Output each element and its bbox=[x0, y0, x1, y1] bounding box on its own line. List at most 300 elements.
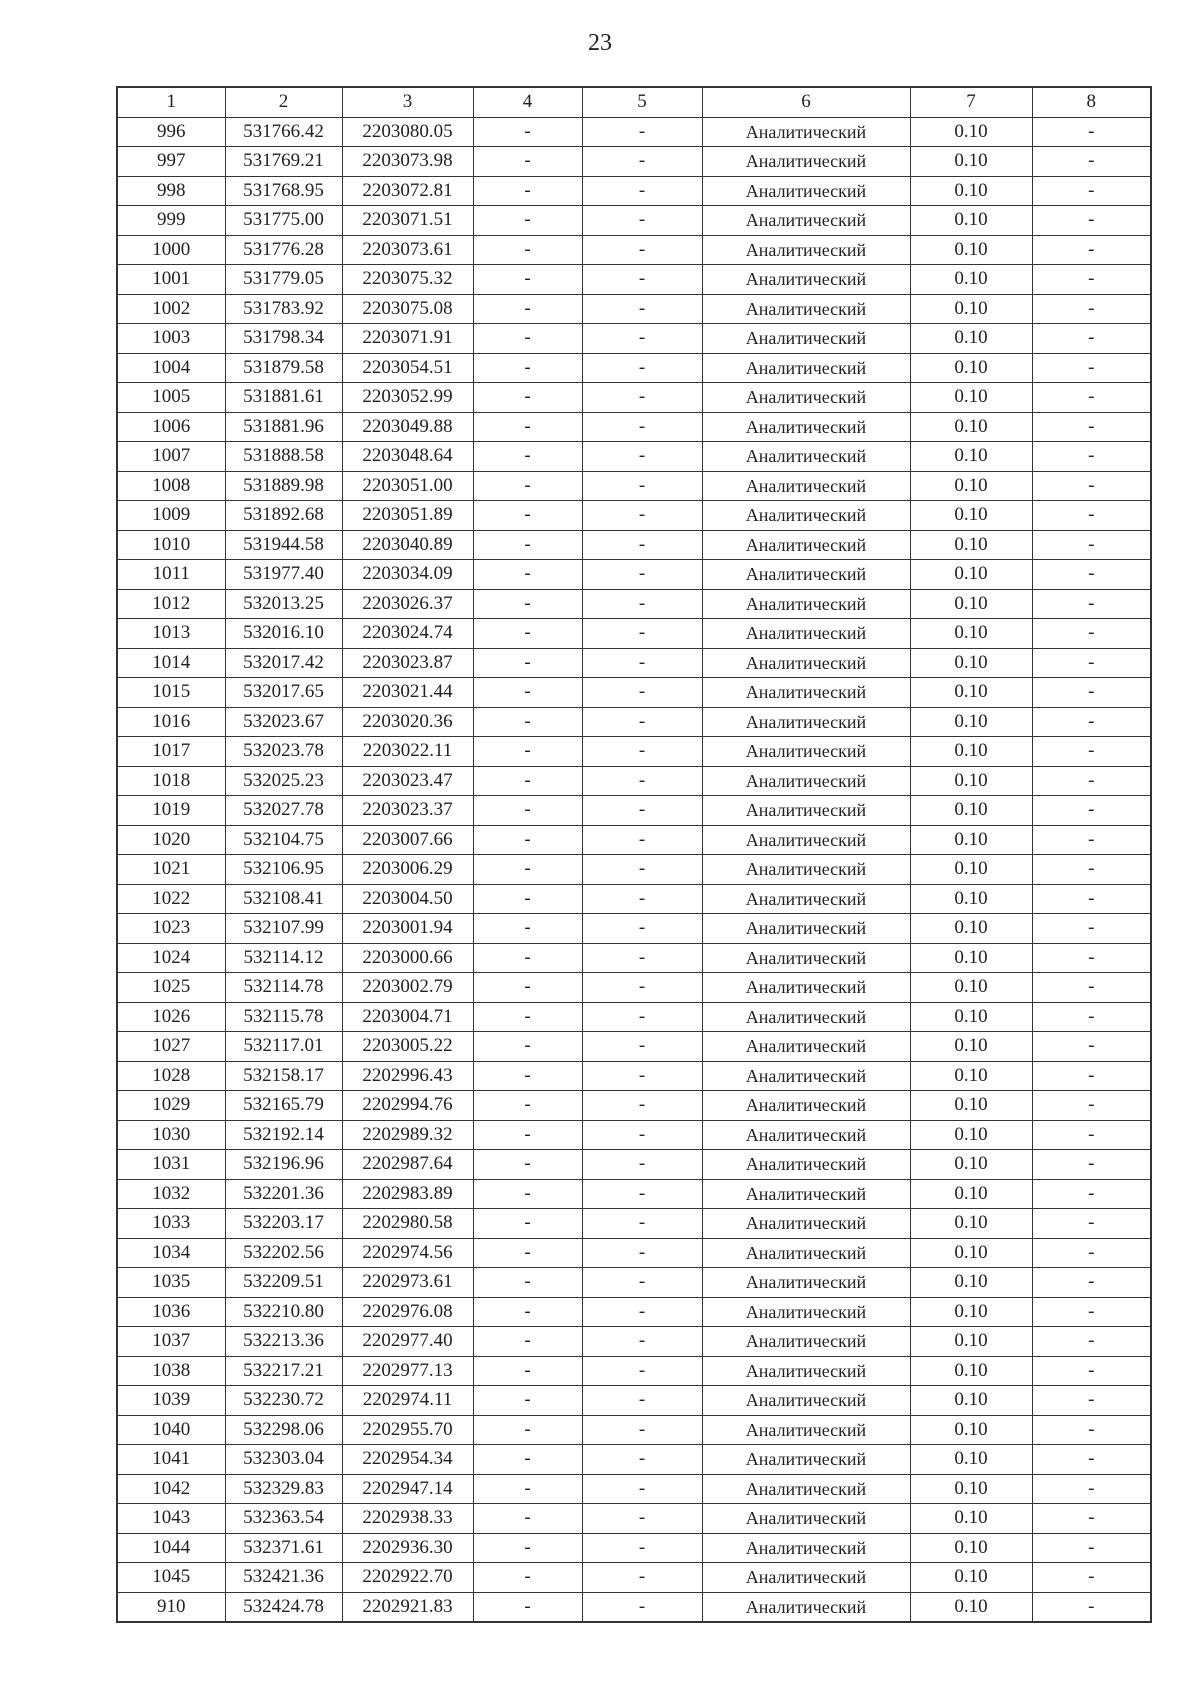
accuracy-cell: 0.10 bbox=[910, 855, 1032, 885]
method-cell: Аналитический bbox=[702, 619, 910, 649]
y-coordinate-cell: 2203051.00 bbox=[342, 471, 473, 501]
col8-cell: - bbox=[1032, 1563, 1151, 1593]
col4-cell: - bbox=[473, 796, 582, 826]
col4-cell: - bbox=[473, 1209, 582, 1239]
table-row bbox=[117, 117, 1151, 147]
point-number-cell: 1045 bbox=[117, 1563, 225, 1593]
col4-cell: - bbox=[473, 1120, 582, 1150]
col5-cell: - bbox=[582, 914, 702, 944]
col5-cell: - bbox=[582, 1238, 702, 1268]
accuracy-cell: 0.10 bbox=[910, 766, 1032, 796]
col8-cell: - bbox=[1032, 589, 1151, 619]
col4-cell: - bbox=[473, 678, 582, 708]
col4-cell: - bbox=[473, 324, 582, 354]
table-row bbox=[117, 1504, 1151, 1534]
method-cell: Аналитический bbox=[702, 1297, 910, 1327]
col4-cell: - bbox=[473, 973, 582, 1003]
y-coordinate-cell: 2202977.40 bbox=[342, 1327, 473, 1357]
table-row bbox=[117, 1032, 1151, 1062]
col4-cell: - bbox=[473, 294, 582, 324]
x-coordinate-cell: 531879.58 bbox=[225, 353, 342, 383]
x-coordinate-cell: 532165.79 bbox=[225, 1091, 342, 1121]
table-row bbox=[117, 914, 1151, 944]
table-row bbox=[117, 1120, 1151, 1150]
y-coordinate-cell: 2202973.61 bbox=[342, 1268, 473, 1298]
accuracy-cell: 0.10 bbox=[910, 176, 1032, 206]
method-cell: Аналитический bbox=[702, 442, 910, 472]
col4-cell: - bbox=[473, 560, 582, 590]
y-coordinate-cell: 2203021.44 bbox=[342, 678, 473, 708]
method-cell: Аналитический bbox=[702, 324, 910, 354]
col8-cell: - bbox=[1032, 176, 1151, 206]
y-coordinate-cell: 2203048.64 bbox=[342, 442, 473, 472]
col4-cell: - bbox=[473, 1327, 582, 1357]
col8-cell: - bbox=[1032, 265, 1151, 295]
x-coordinate-cell: 531977.40 bbox=[225, 560, 342, 590]
col4-cell: - bbox=[473, 884, 582, 914]
method-cell: Аналитический bbox=[702, 884, 910, 914]
method-cell: Аналитический bbox=[702, 973, 910, 1003]
y-coordinate-cell: 2202974.56 bbox=[342, 1238, 473, 1268]
point-number-cell: 1008 bbox=[117, 471, 225, 501]
y-coordinate-cell: 2203006.29 bbox=[342, 855, 473, 885]
col5-cell: - bbox=[582, 1297, 702, 1327]
method-cell: Аналитический bbox=[702, 1091, 910, 1121]
col5-cell: - bbox=[582, 1209, 702, 1239]
point-number-cell: 1013 bbox=[117, 619, 225, 649]
col5-cell: - bbox=[582, 471, 702, 501]
col8-cell: - bbox=[1032, 1533, 1151, 1563]
point-number-cell: 1003 bbox=[117, 324, 225, 354]
col8-cell: - bbox=[1032, 324, 1151, 354]
table-row bbox=[117, 1563, 1151, 1593]
col4-cell: - bbox=[473, 914, 582, 944]
col4-cell: - bbox=[473, 1563, 582, 1593]
point-number-cell: 1033 bbox=[117, 1209, 225, 1239]
y-coordinate-cell: 2202921.83 bbox=[342, 1592, 473, 1622]
col8-cell: - bbox=[1032, 973, 1151, 1003]
table-row bbox=[117, 707, 1151, 737]
method-cell: Аналитический bbox=[702, 589, 910, 619]
x-coordinate-cell: 532107.99 bbox=[225, 914, 342, 944]
col5-cell: - bbox=[582, 1268, 702, 1298]
col8-cell: - bbox=[1032, 383, 1151, 413]
y-coordinate-cell: 2203023.47 bbox=[342, 766, 473, 796]
y-coordinate-cell: 2203071.91 bbox=[342, 324, 473, 354]
y-coordinate-cell: 2202983.89 bbox=[342, 1179, 473, 1209]
y-coordinate-cell: 2203073.98 bbox=[342, 147, 473, 177]
x-coordinate-cell: 532114.12 bbox=[225, 943, 342, 973]
point-number-cell: 1004 bbox=[117, 353, 225, 383]
x-coordinate-cell: 532017.42 bbox=[225, 648, 342, 678]
y-coordinate-cell: 2202974.11 bbox=[342, 1386, 473, 1416]
col4-cell: - bbox=[473, 235, 582, 265]
y-coordinate-cell: 2202989.32 bbox=[342, 1120, 473, 1150]
col8-cell: - bbox=[1032, 294, 1151, 324]
method-cell: Аналитический bbox=[702, 1061, 910, 1091]
col8-cell: - bbox=[1032, 855, 1151, 885]
col5-cell: - bbox=[582, 796, 702, 826]
table-row bbox=[117, 737, 1151, 767]
point-number-cell: 1005 bbox=[117, 383, 225, 413]
table-row bbox=[117, 294, 1151, 324]
y-coordinate-cell: 2203007.66 bbox=[342, 825, 473, 855]
coordinates-table bbox=[116, 86, 1152, 1623]
col4-cell: - bbox=[473, 1061, 582, 1091]
method-cell: Аналитический bbox=[702, 1415, 910, 1445]
method-cell: Аналитический bbox=[702, 1179, 910, 1209]
col8-cell: - bbox=[1032, 1415, 1151, 1445]
y-coordinate-cell: 2203005.22 bbox=[342, 1032, 473, 1062]
col4-cell: - bbox=[473, 1445, 582, 1475]
col8-cell: - bbox=[1032, 1091, 1151, 1121]
col5-cell: - bbox=[582, 1386, 702, 1416]
point-number-cell: 1007 bbox=[117, 442, 225, 472]
y-coordinate-cell: 2202996.43 bbox=[342, 1061, 473, 1091]
col4-cell: - bbox=[473, 1268, 582, 1298]
x-coordinate-cell: 532013.25 bbox=[225, 589, 342, 619]
accuracy-cell: 0.10 bbox=[910, 147, 1032, 177]
column-header: 2 bbox=[225, 87, 342, 117]
method-cell: Аналитический bbox=[702, 648, 910, 678]
method-cell: Аналитический bbox=[702, 501, 910, 531]
table-row bbox=[117, 943, 1151, 973]
table-row bbox=[117, 560, 1151, 590]
accuracy-cell: 0.10 bbox=[910, 1356, 1032, 1386]
point-number-cell: 1012 bbox=[117, 589, 225, 619]
x-coordinate-cell: 532108.41 bbox=[225, 884, 342, 914]
col5-cell: - bbox=[582, 1445, 702, 1475]
method-cell: Аналитический bbox=[702, 383, 910, 413]
col8-cell: - bbox=[1032, 1592, 1151, 1622]
col5-cell: - bbox=[582, 1061, 702, 1091]
table-row bbox=[117, 589, 1151, 619]
y-coordinate-cell: 2203080.05 bbox=[342, 117, 473, 147]
method-cell: Аналитический bbox=[702, 1238, 910, 1268]
method-cell: Аналитический bbox=[702, 530, 910, 560]
col4-cell: - bbox=[473, 530, 582, 560]
point-number-cell: 1041 bbox=[117, 1445, 225, 1475]
x-coordinate-cell: 532106.95 bbox=[225, 855, 342, 885]
y-coordinate-cell: 2203051.89 bbox=[342, 501, 473, 531]
table-row bbox=[117, 471, 1151, 501]
col8-cell: - bbox=[1032, 619, 1151, 649]
col4-cell: - bbox=[473, 442, 582, 472]
col8-cell: - bbox=[1032, 1297, 1151, 1327]
table-row bbox=[117, 1002, 1151, 1032]
table-row bbox=[117, 1238, 1151, 1268]
accuracy-cell: 0.10 bbox=[910, 1533, 1032, 1563]
table-row bbox=[117, 884, 1151, 914]
col4-cell: - bbox=[473, 1533, 582, 1563]
accuracy-cell: 0.10 bbox=[910, 1297, 1032, 1327]
x-coordinate-cell: 532203.17 bbox=[225, 1209, 342, 1239]
col5-cell: - bbox=[582, 1474, 702, 1504]
col5-cell: - bbox=[582, 147, 702, 177]
col8-cell: - bbox=[1032, 796, 1151, 826]
x-coordinate-cell: 532210.80 bbox=[225, 1297, 342, 1327]
accuracy-cell: 0.10 bbox=[910, 914, 1032, 944]
col5-cell: - bbox=[582, 619, 702, 649]
column-header: 1 bbox=[117, 87, 225, 117]
col5-cell: - bbox=[582, 294, 702, 324]
y-coordinate-cell: 2203001.94 bbox=[342, 914, 473, 944]
column-header: 6 bbox=[702, 87, 910, 117]
col5-cell: - bbox=[582, 589, 702, 619]
point-number-cell: 1016 bbox=[117, 707, 225, 737]
y-coordinate-cell: 2202980.58 bbox=[342, 1209, 473, 1239]
method-cell: Аналитический bbox=[702, 1268, 910, 1298]
table-row bbox=[117, 176, 1151, 206]
method-cell: Аналитический bbox=[702, 1327, 910, 1357]
x-coordinate-cell: 531889.98 bbox=[225, 471, 342, 501]
x-coordinate-cell: 532298.06 bbox=[225, 1415, 342, 1445]
x-coordinate-cell: 532196.96 bbox=[225, 1150, 342, 1180]
col4-cell: - bbox=[473, 619, 582, 649]
col5-cell: - bbox=[582, 176, 702, 206]
method-cell: Аналитический bbox=[702, 737, 910, 767]
col8-cell: - bbox=[1032, 825, 1151, 855]
accuracy-cell: 0.10 bbox=[910, 1179, 1032, 1209]
col5-cell: - bbox=[582, 678, 702, 708]
accuracy-cell: 0.10 bbox=[910, 1238, 1032, 1268]
col4-cell: - bbox=[473, 1150, 582, 1180]
accuracy-cell: 0.10 bbox=[910, 560, 1032, 590]
table-row bbox=[117, 412, 1151, 442]
x-coordinate-cell: 532230.72 bbox=[225, 1386, 342, 1416]
point-number-cell: 1010 bbox=[117, 530, 225, 560]
col4-cell: - bbox=[473, 117, 582, 147]
method-cell: Аналитический bbox=[702, 678, 910, 708]
point-number-cell: 998 bbox=[117, 176, 225, 206]
x-coordinate-cell: 532424.78 bbox=[225, 1592, 342, 1622]
col4-cell: - bbox=[473, 1474, 582, 1504]
column-header: 5 bbox=[582, 87, 702, 117]
table-row bbox=[117, 353, 1151, 383]
point-number-cell: 1002 bbox=[117, 294, 225, 324]
y-coordinate-cell: 2203000.66 bbox=[342, 943, 473, 973]
x-coordinate-cell: 531766.42 bbox=[225, 117, 342, 147]
col4-cell: - bbox=[473, 353, 582, 383]
col5-cell: - bbox=[582, 442, 702, 472]
x-coordinate-cell: 532201.36 bbox=[225, 1179, 342, 1209]
col4-cell: - bbox=[473, 766, 582, 796]
accuracy-cell: 0.10 bbox=[910, 1209, 1032, 1239]
table-row bbox=[117, 1445, 1151, 1475]
x-coordinate-cell: 531881.96 bbox=[225, 412, 342, 442]
col5-cell: - bbox=[582, 1120, 702, 1150]
point-number-cell: 1022 bbox=[117, 884, 225, 914]
col8-cell: - bbox=[1032, 1504, 1151, 1534]
accuracy-cell: 0.10 bbox=[910, 1445, 1032, 1475]
table-row bbox=[117, 855, 1151, 885]
point-number-cell: 1038 bbox=[117, 1356, 225, 1386]
point-number-cell: 1030 bbox=[117, 1120, 225, 1150]
x-coordinate-cell: 532025.23 bbox=[225, 766, 342, 796]
y-coordinate-cell: 2202955.70 bbox=[342, 1415, 473, 1445]
method-cell: Аналитический bbox=[702, 1032, 910, 1062]
accuracy-cell: 0.10 bbox=[910, 324, 1032, 354]
col5-cell: - bbox=[582, 1032, 702, 1062]
method-cell: Аналитический bbox=[702, 766, 910, 796]
method-cell: Аналитический bbox=[702, 1120, 910, 1150]
x-coordinate-cell: 531775.00 bbox=[225, 206, 342, 236]
col5-cell: - bbox=[582, 206, 702, 236]
y-coordinate-cell: 2203024.74 bbox=[342, 619, 473, 649]
accuracy-cell: 0.10 bbox=[910, 884, 1032, 914]
accuracy-cell: 0.10 bbox=[910, 1563, 1032, 1593]
point-number-cell: 996 bbox=[117, 117, 225, 147]
table-row bbox=[117, 619, 1151, 649]
accuracy-cell: 0.10 bbox=[910, 589, 1032, 619]
y-coordinate-cell: 2203040.89 bbox=[342, 530, 473, 560]
point-number-cell: 910 bbox=[117, 1592, 225, 1622]
col8-cell: - bbox=[1032, 1386, 1151, 1416]
point-number-cell: 1015 bbox=[117, 678, 225, 708]
method-cell: Аналитический bbox=[702, 1356, 910, 1386]
accuracy-cell: 0.10 bbox=[910, 796, 1032, 826]
accuracy-cell: 0.10 bbox=[910, 206, 1032, 236]
table-row bbox=[117, 825, 1151, 855]
method-cell: Аналитический bbox=[702, 353, 910, 383]
accuracy-cell: 0.10 bbox=[910, 117, 1032, 147]
col5-cell: - bbox=[582, 1533, 702, 1563]
x-coordinate-cell: 532016.10 bbox=[225, 619, 342, 649]
col8-cell: - bbox=[1032, 147, 1151, 177]
table-row bbox=[117, 501, 1151, 531]
table-row bbox=[117, 796, 1151, 826]
y-coordinate-cell: 2203034.09 bbox=[342, 560, 473, 590]
col5-cell: - bbox=[582, 766, 702, 796]
accuracy-cell: 0.10 bbox=[910, 265, 1032, 295]
col5-cell: - bbox=[582, 825, 702, 855]
table-row bbox=[117, 766, 1151, 796]
col4-cell: - bbox=[473, 707, 582, 737]
col4-cell: - bbox=[473, 1504, 582, 1534]
x-coordinate-cell: 531769.21 bbox=[225, 147, 342, 177]
x-coordinate-cell: 532104.75 bbox=[225, 825, 342, 855]
y-coordinate-cell: 2202938.33 bbox=[342, 1504, 473, 1534]
col5-cell: - bbox=[582, 560, 702, 590]
accuracy-cell: 0.10 bbox=[910, 825, 1032, 855]
col5-cell: - bbox=[582, 973, 702, 1003]
col8-cell: - bbox=[1032, 1327, 1151, 1357]
col5-cell: - bbox=[582, 884, 702, 914]
col5-cell: - bbox=[582, 737, 702, 767]
point-number-cell: 1039 bbox=[117, 1386, 225, 1416]
y-coordinate-cell: 2202936.30 bbox=[342, 1533, 473, 1563]
x-coordinate-cell: 532363.54 bbox=[225, 1504, 342, 1534]
y-coordinate-cell: 2203023.87 bbox=[342, 648, 473, 678]
col4-cell: - bbox=[473, 176, 582, 206]
x-coordinate-cell: 532115.78 bbox=[225, 1002, 342, 1032]
point-number-cell: 1001 bbox=[117, 265, 225, 295]
y-coordinate-cell: 2203071.51 bbox=[342, 206, 473, 236]
page-number: 23 bbox=[588, 30, 612, 56]
point-number-cell: 1040 bbox=[117, 1415, 225, 1445]
x-coordinate-cell: 532023.78 bbox=[225, 737, 342, 767]
y-coordinate-cell: 2203004.50 bbox=[342, 884, 473, 914]
method-cell: Аналитический bbox=[702, 825, 910, 855]
col8-cell: - bbox=[1032, 471, 1151, 501]
point-number-cell: 1017 bbox=[117, 737, 225, 767]
y-coordinate-cell: 2203075.32 bbox=[342, 265, 473, 295]
col4-cell: - bbox=[473, 1091, 582, 1121]
accuracy-cell: 0.10 bbox=[910, 235, 1032, 265]
col8-cell: - bbox=[1032, 1445, 1151, 1475]
accuracy-cell: 0.10 bbox=[910, 1474, 1032, 1504]
column-header: 4 bbox=[473, 87, 582, 117]
table-row bbox=[117, 1091, 1151, 1121]
table-header-row bbox=[117, 87, 1151, 117]
col8-cell: - bbox=[1032, 1032, 1151, 1062]
method-cell: Аналитический bbox=[702, 1504, 910, 1534]
method-cell: Аналитический bbox=[702, 294, 910, 324]
accuracy-cell: 0.10 bbox=[910, 678, 1032, 708]
accuracy-cell: 0.10 bbox=[910, 737, 1032, 767]
point-number-cell: 1021 bbox=[117, 855, 225, 885]
col4-cell: - bbox=[473, 1592, 582, 1622]
column-header: 8 bbox=[1032, 87, 1151, 117]
table-row bbox=[117, 648, 1151, 678]
col4-cell: - bbox=[473, 855, 582, 885]
x-coordinate-cell: 532017.65 bbox=[225, 678, 342, 708]
y-coordinate-cell: 2203049.88 bbox=[342, 412, 473, 442]
point-number-cell: 1000 bbox=[117, 235, 225, 265]
col5-cell: - bbox=[582, 707, 702, 737]
accuracy-cell: 0.10 bbox=[910, 412, 1032, 442]
table-row bbox=[117, 530, 1151, 560]
col5-cell: - bbox=[582, 943, 702, 973]
y-coordinate-cell: 2202977.13 bbox=[342, 1356, 473, 1386]
col5-cell: - bbox=[582, 1091, 702, 1121]
col4-cell: - bbox=[473, 1179, 582, 1209]
col5-cell: - bbox=[582, 1592, 702, 1622]
col8-cell: - bbox=[1032, 235, 1151, 265]
point-number-cell: 1018 bbox=[117, 766, 225, 796]
table-body bbox=[117, 117, 1151, 1622]
table-row bbox=[117, 973, 1151, 1003]
method-cell: Аналитический bbox=[702, 206, 910, 236]
x-coordinate-cell: 531768.95 bbox=[225, 176, 342, 206]
x-coordinate-cell: 532213.36 bbox=[225, 1327, 342, 1357]
col4-cell: - bbox=[473, 943, 582, 973]
table-row bbox=[117, 383, 1151, 413]
method-cell: Аналитический bbox=[702, 560, 910, 590]
y-coordinate-cell: 2202947.14 bbox=[342, 1474, 473, 1504]
point-number-cell: 1036 bbox=[117, 1297, 225, 1327]
col5-cell: - bbox=[582, 265, 702, 295]
method-cell: Аналитический bbox=[702, 176, 910, 206]
table-row bbox=[117, 1415, 1151, 1445]
col8-cell: - bbox=[1032, 530, 1151, 560]
accuracy-cell: 0.10 bbox=[910, 1120, 1032, 1150]
x-coordinate-cell: 532023.67 bbox=[225, 707, 342, 737]
table-row bbox=[117, 1386, 1151, 1416]
x-coordinate-cell: 531798.34 bbox=[225, 324, 342, 354]
y-coordinate-cell: 2203072.81 bbox=[342, 176, 473, 206]
accuracy-cell: 0.10 bbox=[910, 442, 1032, 472]
point-number-cell: 1019 bbox=[117, 796, 225, 826]
x-coordinate-cell: 532114.78 bbox=[225, 973, 342, 1003]
point-number-cell: 1035 bbox=[117, 1268, 225, 1298]
accuracy-cell: 0.10 bbox=[910, 1592, 1032, 1622]
accuracy-cell: 0.10 bbox=[910, 973, 1032, 1003]
point-number-cell: 1031 bbox=[117, 1150, 225, 1180]
method-cell: Аналитический bbox=[702, 235, 910, 265]
point-number-cell: 1023 bbox=[117, 914, 225, 944]
table-row bbox=[117, 1268, 1151, 1298]
